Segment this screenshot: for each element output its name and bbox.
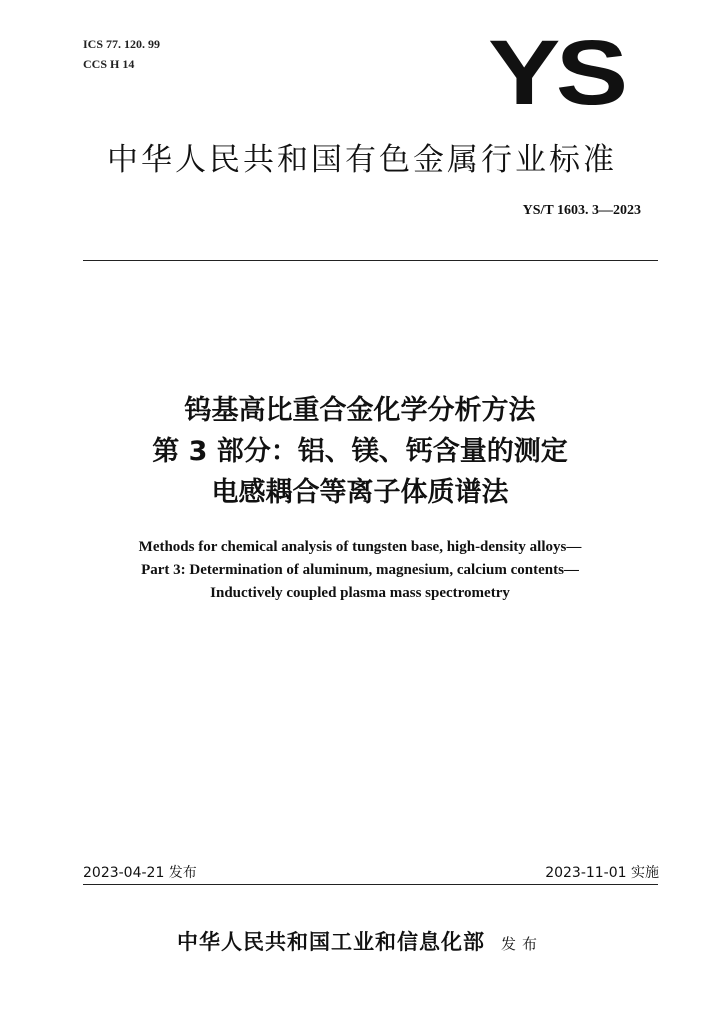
publisher — [60, 926, 660, 956]
chinese-title-line-2: 第 3 部分：铝、镁、钙含量的测定 — [152, 436, 568, 467]
english-title-line-2: Part 3: Determination of aluminum, magnesium, calcium contents— — [141, 562, 579, 578]
publisher-label: 发布 — [500, 935, 543, 953]
ys-logo: YS — [488, 22, 624, 124]
publisher-name: 中华人民共和国工业和信息化部 — [176, 929, 485, 954]
top-divider — [83, 260, 658, 261]
org-title: 中华人民共和国有色金属行业标准 — [107, 142, 617, 178]
ics-code: ICS 77. 120. 99 — [83, 37, 161, 51]
chinese-title-line-1: 钨基高比重合金化学分析方法 — [184, 395, 536, 426]
implementation-date: 2023-11-01 实施 — [545, 865, 659, 881]
english-title — [60, 536, 660, 605]
classification-codes — [83, 34, 160, 74]
chinese-title — [60, 390, 660, 513]
english-title-line-3: Inductively coupled plasma mass spectrometry — [210, 585, 510, 601]
issue-date: 2023-04-21 发布 — [83, 865, 197, 881]
standard-number: YS/T 1603. 3—2023 — [522, 203, 641, 218]
chinese-title-line-3: 电感耦合等离子体质谱法 — [211, 477, 509, 508]
ccs-code: CCS H 14 — [83, 57, 135, 71]
bottom-divider — [83, 884, 658, 885]
english-title-line-1: Methods for chemical analysis of tungsten base, high-density alloys— — [138, 539, 582, 555]
